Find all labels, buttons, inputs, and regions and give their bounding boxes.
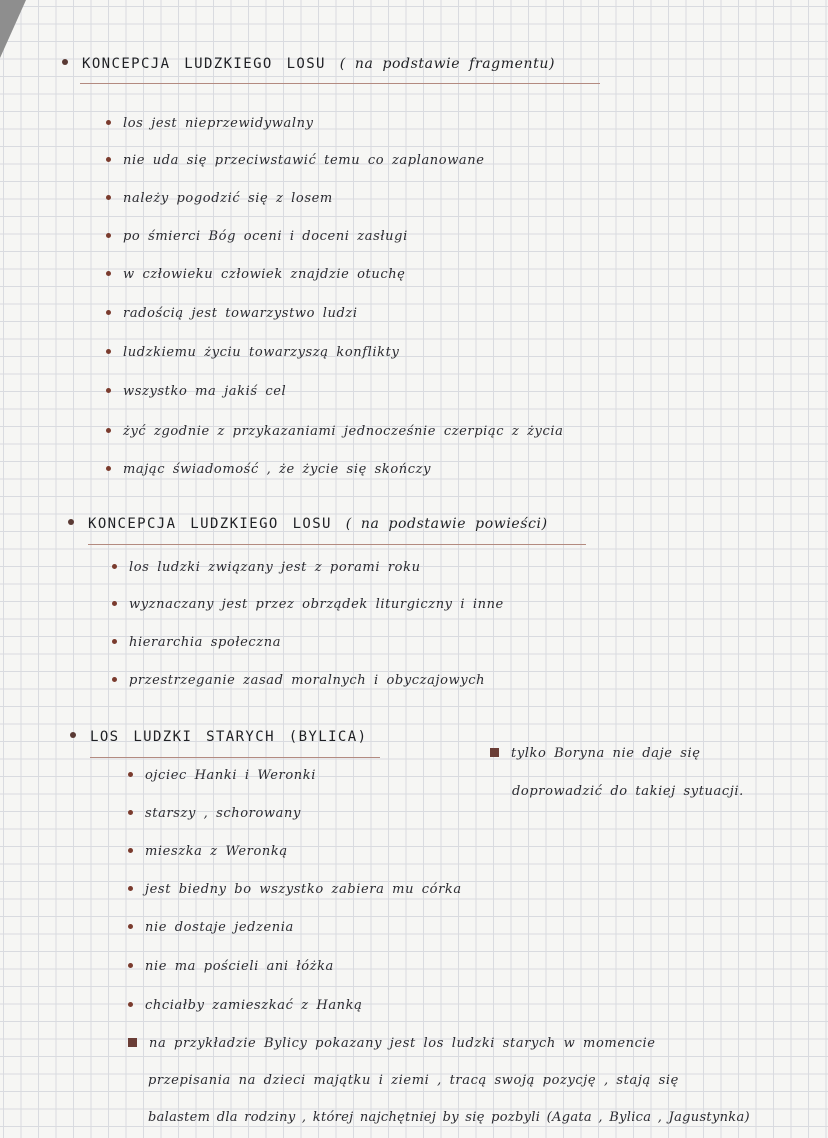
bullet-icon	[106, 388, 111, 393]
bullet-icon	[128, 848, 133, 853]
list-item: los ludzki związany jest z porami roku	[112, 559, 421, 577]
list-item: chciałby zamieszkać z Hanką	[128, 997, 362, 1015]
heading-bullet-icon	[68, 519, 74, 525]
heading-main: KONCEPCJA LUDZKIEGO LOSU	[82, 56, 326, 72]
heading-underline	[80, 83, 600, 84]
section-heading-novel	[68, 514, 548, 534]
heading-bullet-icon	[70, 732, 76, 738]
list-item: nie dostaje jedzenia	[128, 919, 294, 937]
list-item: mieszka z Weronką	[128, 843, 288, 861]
square-bullet-icon	[490, 748, 499, 757]
heading-main: KONCEPCJA LUDZKIEGO LOSU	[88, 516, 332, 532]
bullet-icon	[128, 924, 133, 929]
bullet-icon	[128, 810, 133, 815]
heading-rest: ( na podstawie fragmentu)	[339, 56, 556, 72]
conclusion-line: na przykładzie Bylicy pokazany jest los ludzki starych w momencie	[128, 1035, 656, 1053]
bullet-icon	[128, 772, 133, 777]
heading-bullet-icon	[62, 59, 68, 65]
bullet-icon	[106, 120, 111, 125]
bullet-icon	[106, 195, 111, 200]
bullet-icon	[106, 428, 111, 433]
list-item: ojciec Hanki i Weronki	[128, 767, 316, 785]
list-item: los jest nieprzewidywalny	[106, 115, 314, 133]
section-heading-fragment	[62, 54, 555, 74]
list-item: hierarchia społeczna	[112, 634, 281, 652]
list-item: należy pogodzić się z losem	[106, 190, 333, 208]
conclusion-line: przepisania na dzieci majątku i ziemi , tracą swoją pozycję , stają się	[148, 1073, 679, 1088]
page-corner-shadow	[0, 0, 26, 58]
list-item: wyznaczany jest przez obrządek liturgiczny i inne	[112, 596, 504, 614]
list-item: wszystko ma jakiś cel	[106, 383, 286, 401]
bullet-icon	[106, 466, 111, 471]
bullet-icon	[112, 564, 117, 569]
bullet-icon	[106, 310, 111, 315]
list-item: ludzkiemu życiu towarzyszą konflikty	[106, 344, 399, 362]
heading-rest: ( na podstawie powieści)	[345, 516, 548, 532]
list-item: starszy , schorowany	[128, 805, 301, 823]
bullet-icon	[128, 886, 133, 891]
list-item: jest biedny bo wszystko zabiera mu córka	[128, 881, 462, 899]
bullet-icon	[106, 349, 111, 354]
list-item: mając świadomość , że życie się skończy	[106, 461, 431, 479]
list-item: przestrzeganie zasad moralnych i obyczajowych	[112, 672, 485, 690]
bullet-icon	[112, 677, 117, 682]
heading-underline	[88, 544, 586, 545]
list-item: nie ma pościeli ani łóżka	[128, 958, 334, 976]
list-item: po śmierci Bóg oceni i doceni zasługi	[106, 228, 408, 246]
square-bullet-icon	[128, 1038, 137, 1047]
bullet-icon	[128, 1002, 133, 1007]
bullet-icon	[128, 963, 133, 968]
bullet-icon	[106, 271, 111, 276]
list-item: nie uda się przeciwstawić temu co zaplanowane	[106, 152, 485, 170]
bullet-icon	[112, 639, 117, 644]
list-item: żyć zgodnie z przykazaniami jednocześnie czerpiąc z życia	[106, 423, 563, 441]
list-item: w człowieku człowiek znajdzie otuchę	[106, 266, 405, 284]
heading-underline	[90, 757, 380, 758]
section-heading-old-people	[70, 727, 367, 747]
heading-main: LOS LUDZKI STARYCH	[90, 729, 275, 745]
side-note-line: tylko Boryna nie daje się	[490, 745, 701, 763]
bullet-icon	[106, 157, 111, 162]
conclusion-line: balastem dla rodziny , której najchętniej by się pozbyli (Agata , Bylica , Jagustynka)	[148, 1110, 750, 1125]
bullet-icon	[112, 601, 117, 606]
heading-rest: (BYLICA)	[288, 729, 368, 745]
list-item: radością jest towarzystwo ludzi	[106, 305, 358, 323]
bullet-icon	[106, 233, 111, 238]
side-note-line: doprowadzić do takiej sytuacji.	[512, 784, 744, 799]
